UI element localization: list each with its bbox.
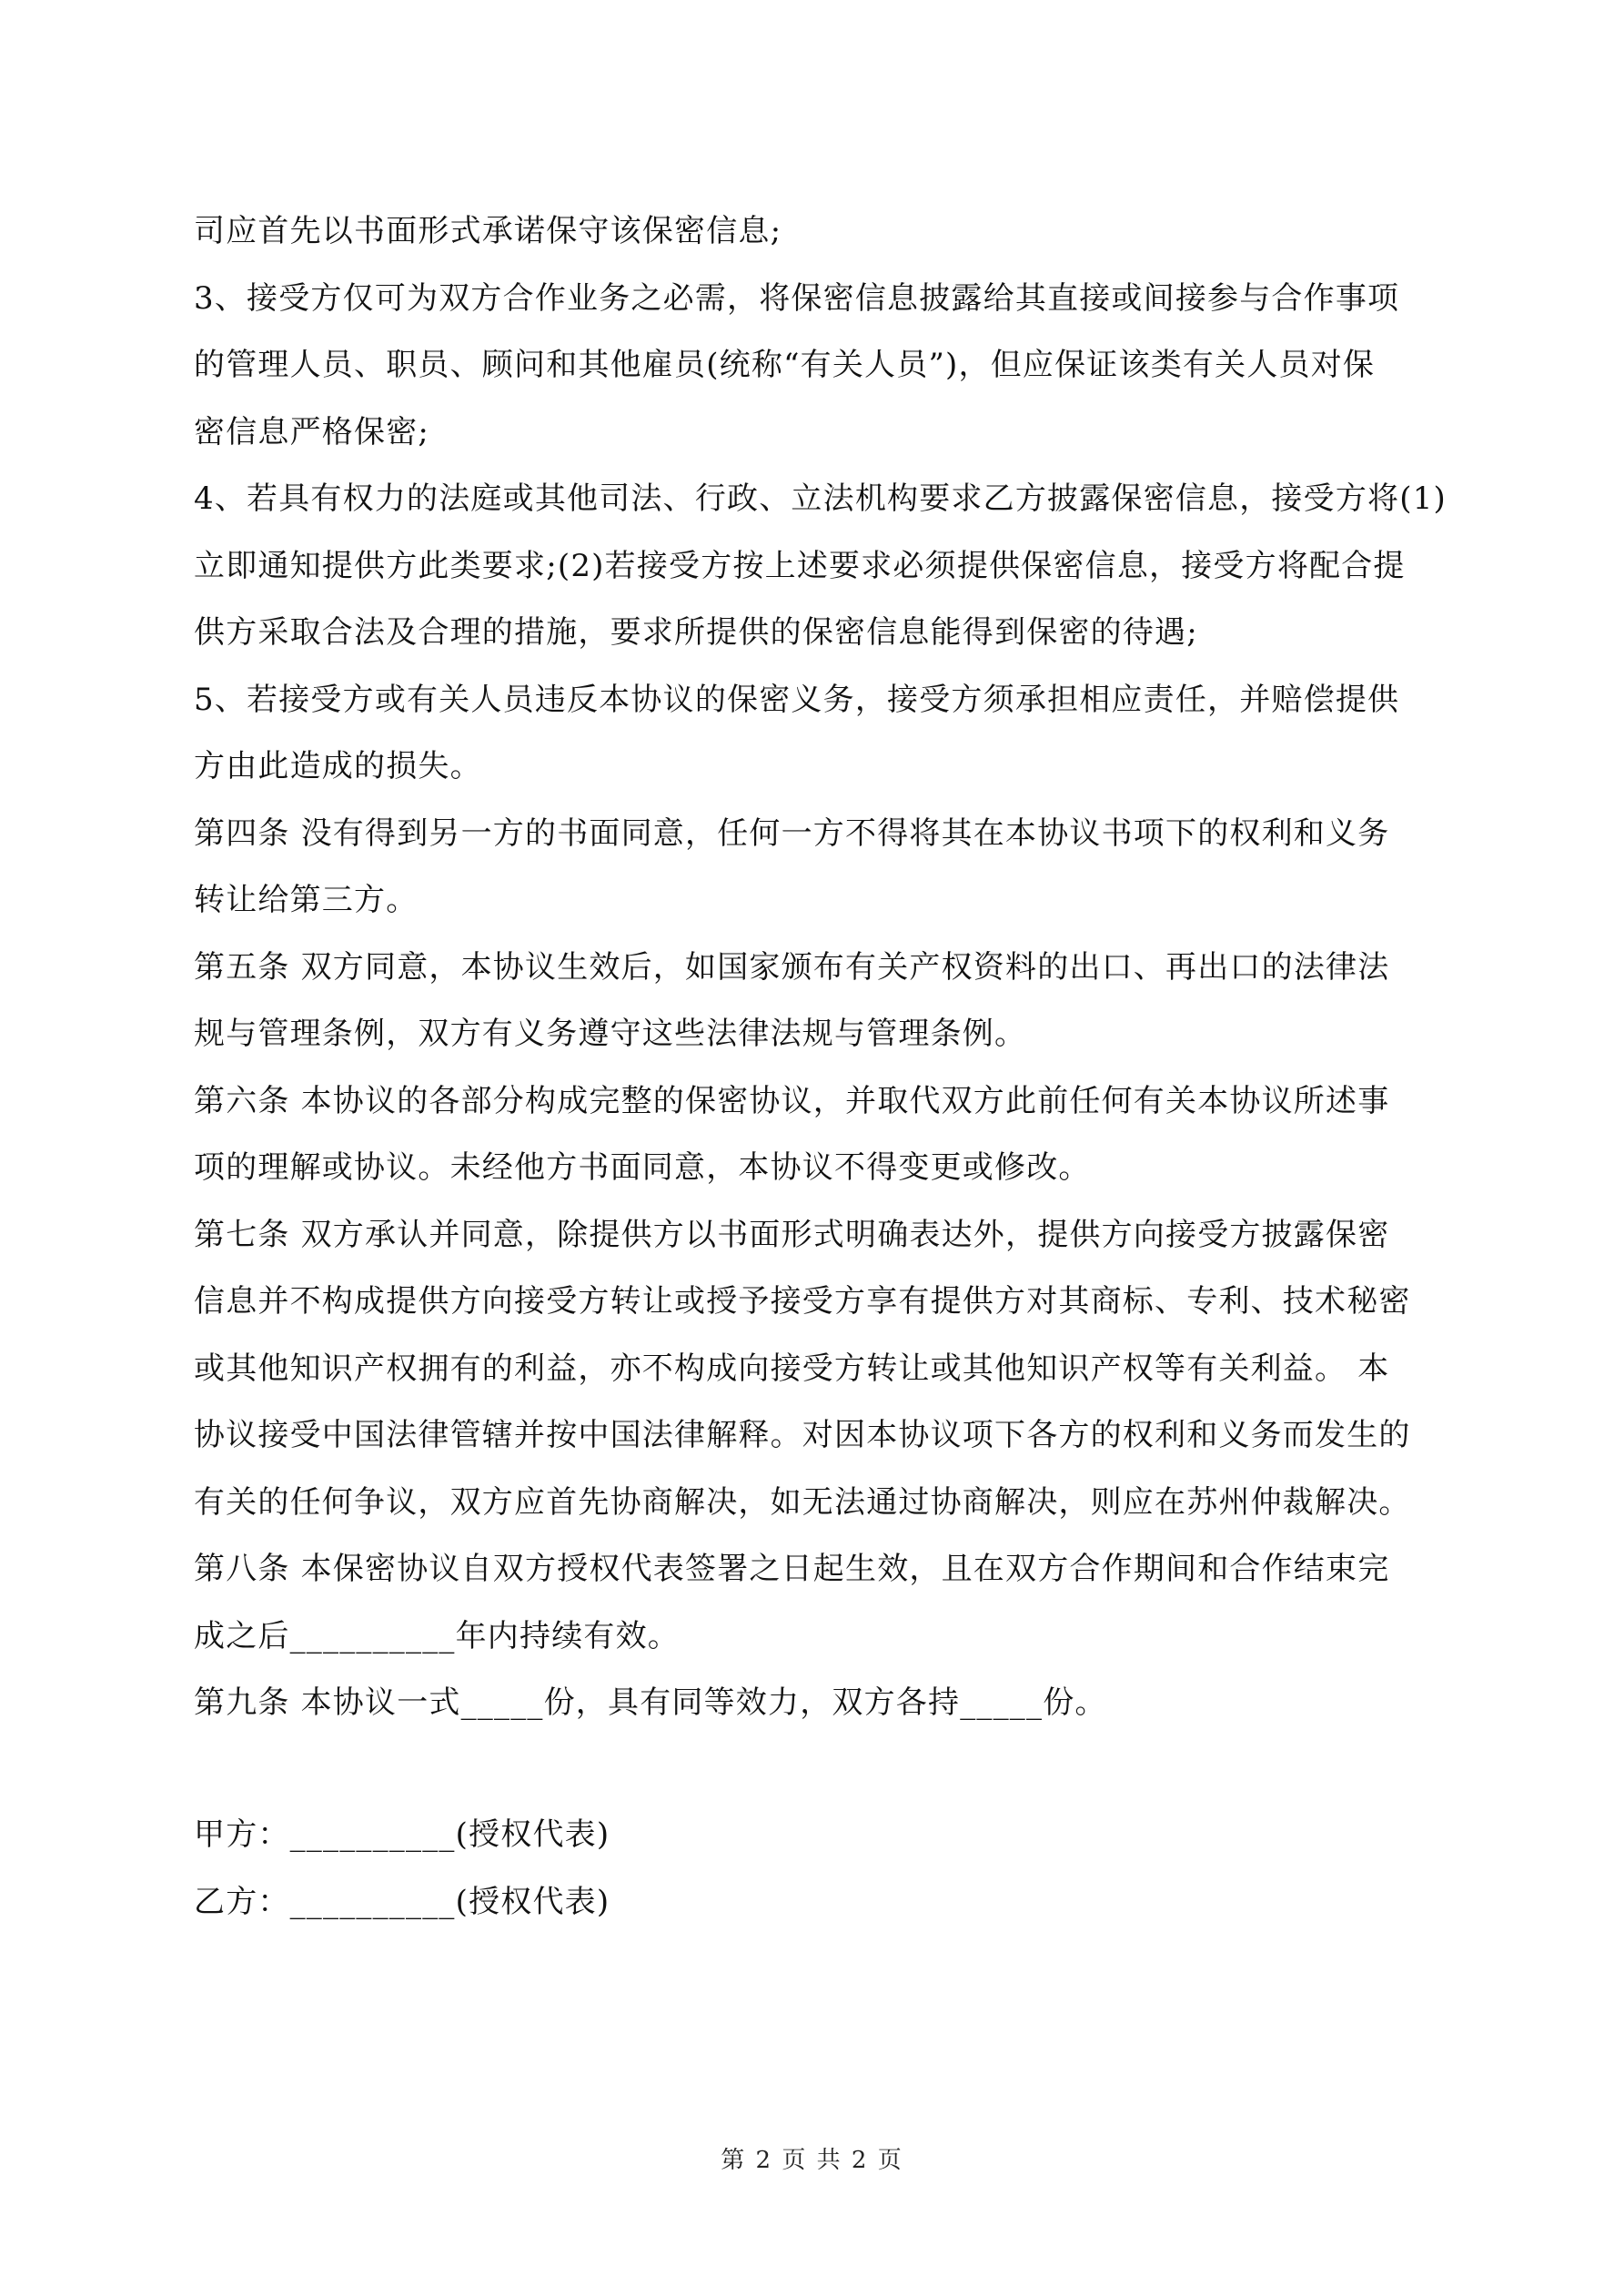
body-line: 第四条 没有得到另一方的书面同意，任何一方不得将其在本协议书项下的权利和义务: [194, 814, 1390, 852]
body-line: 第八条 本保密协议自双方授权代表签署之日起生效，且在双方合作期间和合作结束完: [194, 1551, 1390, 1587]
body-line: 立即通知提供方此类要求;(2)若接受方按上述要求必须提供保密信息，接受方将配合提: [194, 547, 1406, 584]
body-line: 项的理解或协议。未经他方书面同意，本协议不得变更或修改。: [194, 1149, 1091, 1186]
body-line: 第六条 本协议的各部分构成完整的保密协议，并取代双方此前任何有关本协议所述事: [194, 1082, 1390, 1119]
body-line: 密信息严格保密;: [194, 413, 430, 450]
party-a-signature: 甲方：__________(授权代表): [194, 1816, 610, 1853]
body-line: 或其他知识产权拥有的利益，亦不构成向接受方转让或其他知识产权等有关利益。 本: [194, 1350, 1390, 1387]
body-line: 第五条 双方同意，本协议生效后，如国家颁布有关产权资料的出口、再出口的法律法: [194, 948, 1390, 986]
body-line: 供方采取合法及合理的措施，要求所提供的保密信息能得到保密的待遇;: [194, 614, 1198, 651]
body-line: 司应首先以书面形式承诺保守该保密信息;: [194, 213, 782, 249]
signature-block: [194, 1802, 1442, 1936]
page-number: 第 2 页 共 2 页: [721, 2147, 903, 2174]
body-line: 规与管理条例，双方有义务遵守这些法律法规与管理条例。: [194, 1016, 1027, 1052]
body-line: 成之后__________年内持续有效。: [194, 1617, 680, 1654]
body-line: 3、接受方仅可为双方合作业务之必需，将保密信息披露给其直接或间接参与合作事项: [194, 279, 1400, 317]
body-line: 的管理人员、职员、顾问和其他雇员(统称“有关人员”)，但应保证该类有关人员对保: [194, 347, 1376, 383]
body-line: 信息并不构成提供方向接受方转让或授予接受方享有提供方对其商标、专利、技术秘密: [194, 1283, 1411, 1320]
body-line: 方由此造成的损失。: [194, 748, 482, 784]
agreement-body: [194, 198, 1447, 1737]
body-line: 5、若接受方或有关人员违反本协议的保密义务，接受方须承担相应责任，并赔偿提供: [194, 681, 1400, 718]
body-line: 第九条 本协议一式_____份，具有同等效力，双方各持_____份。: [194, 1684, 1107, 1721]
body-line: 转让给第三方。: [194, 882, 419, 918]
party-b-signature: 乙方：__________(授权代表): [194, 1883, 610, 1920]
body-line: 有关的任何争议，双方应首先协商解决，如无法通过协商解决，则应在苏州仲裁解决。: [194, 1483, 1411, 1521]
body-line: 协议接受中国法律管辖并按中国法律解释。对因本协议项下各方的权利和义务而发生的: [194, 1417, 1411, 1453]
body-line: 第七条 双方承认并同意，除提供方以书面形式明确表达外，提供方向接受方披露保密: [194, 1216, 1390, 1253]
body-line: 4、若具有权力的法庭或其他司法、行政、立法机构要求乙方披露保密信息，接受方将(1): [194, 480, 1447, 517]
